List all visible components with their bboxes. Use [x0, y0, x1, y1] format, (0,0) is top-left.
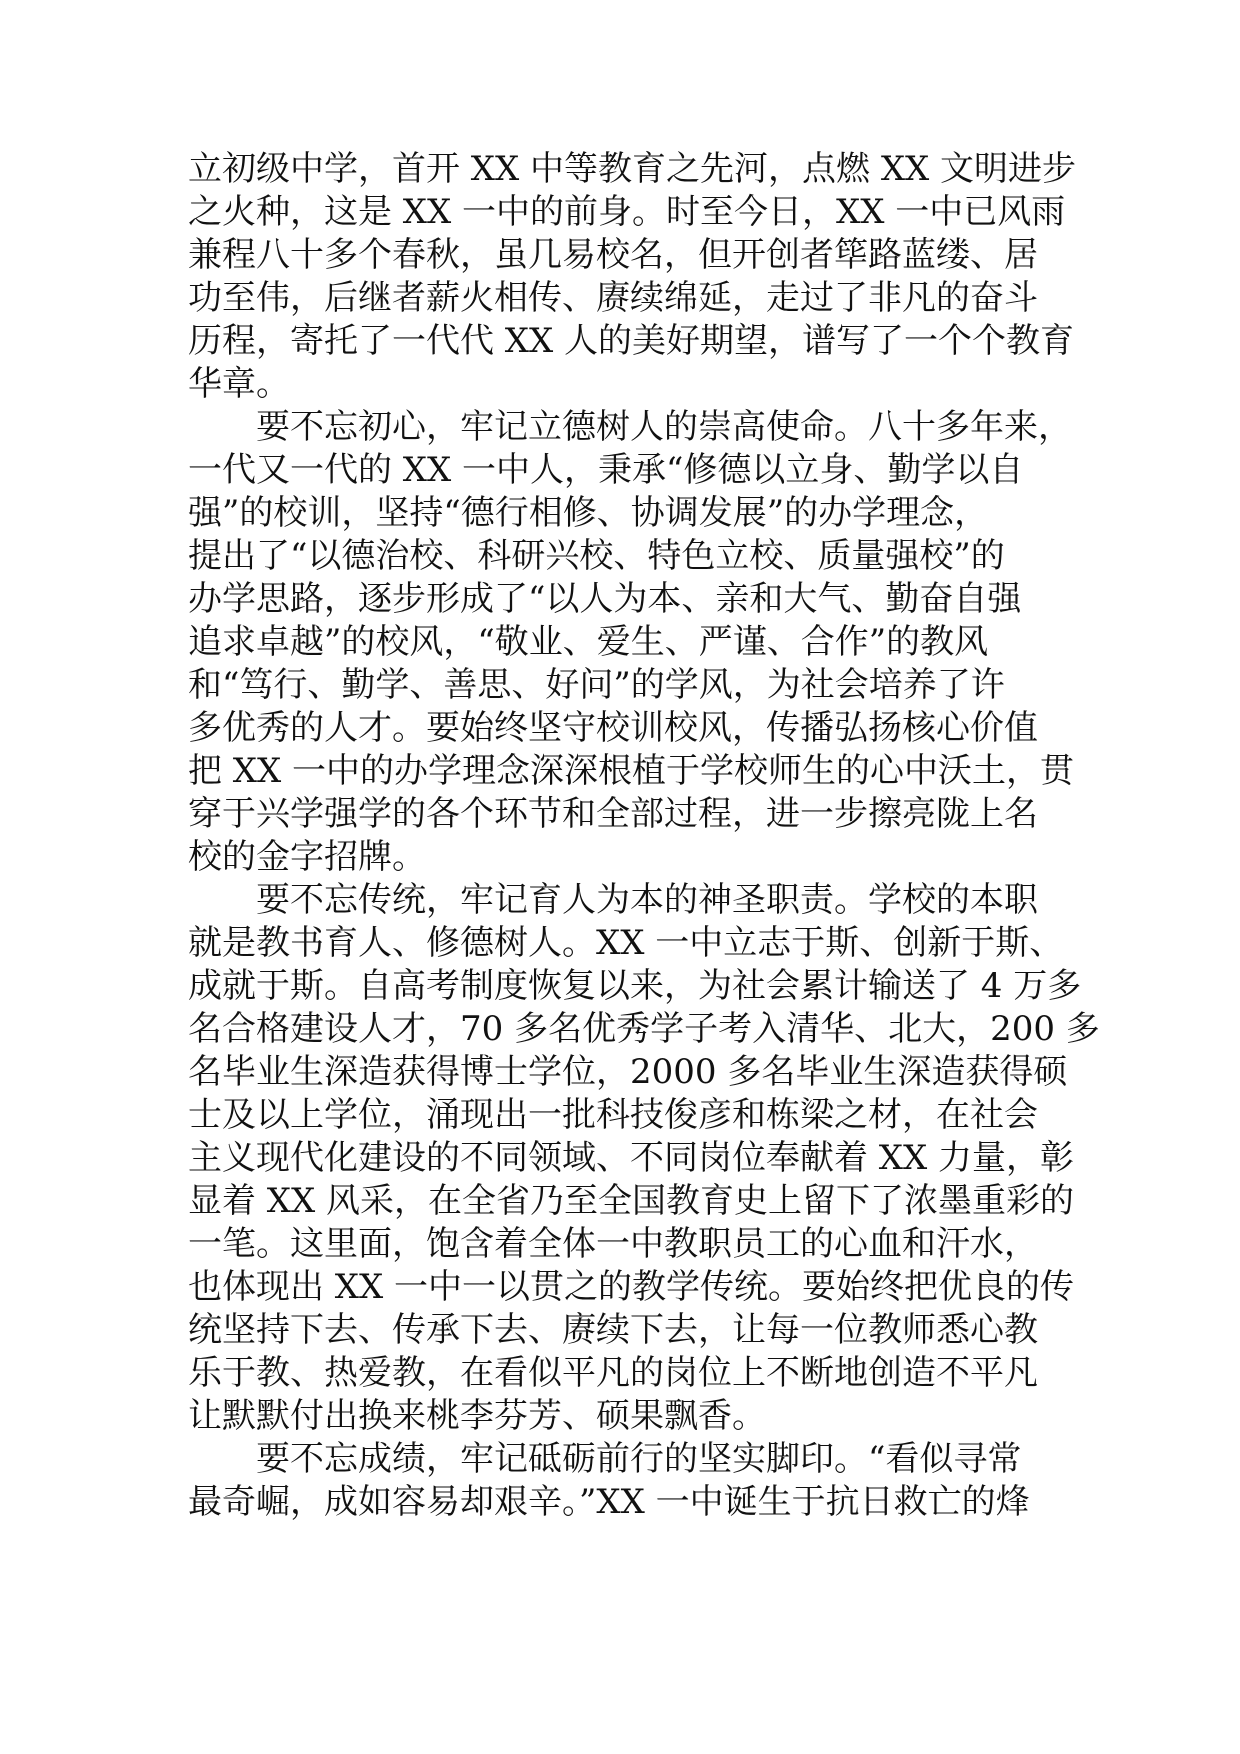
text-line: 追求卓越”的校风，“敬业、爱生、严谨、合作”的教风 — [188, 622, 989, 662]
text-line: 也体现出 XX 一中一以贯之的教学传统。要始终把优良的传 — [188, 1267, 1075, 1307]
text-line: 主义现代化建设的不同领域、不同岗位奉献着 XX 力量，彰 — [188, 1138, 1075, 1178]
text-line: 强”的校训，坚持“德行相修、协调发展”的办学理念， — [188, 493, 989, 533]
text-line: 办学思路，逐步形成了“以人为本、亲和大气、勤奋自强 — [188, 579, 1022, 619]
text-line: 统坚持下去、传承下去、赓续下去，让每一位教师悉心教 — [188, 1310, 1038, 1350]
text-line: 把 XX 一中的办学理念深深根植于学校师生的心中沃土，贯 — [188, 751, 1075, 791]
text-line: 和“笃行、勤学、善思、好问”的学风，为社会培养了许 — [188, 665, 1005, 705]
text-line: 最奇崛，成如容易却艰辛。”XX 一中诞生于抗日救亡的烽 — [188, 1482, 1030, 1522]
text-line: 名毕业生深造获得博士学位，2000 多名毕业生深造获得硕 — [188, 1052, 1068, 1092]
text-line: 让默默付出换来桃李芬芳、硕果飘香。 — [188, 1396, 766, 1436]
text-line: 历程，寄托了一代代 XX 人的美好期望，谱写了一个个教育 — [188, 321, 1075, 361]
text-line: 显着 XX 风采，在全省乃至全国教育史上留下了浓墨重彩的 — [188, 1181, 1075, 1221]
text-line: 穿于兴学强学的各个环节和全部过程，进一步擦亮陇上名 — [188, 794, 1038, 834]
text-line: 多优秀的人才。要始终坚守校训校风，传播弘扬核心价值 — [188, 708, 1038, 748]
text-line: 成就于斯。自高考制度恢复以来，为社会累计输送了 4 万多 — [188, 966, 1082, 1006]
body-text — [188, 148, 1100, 1524]
text-line: 名合格建设人才，70 多名优秀学子考入清华、北大，200 多 — [188, 1009, 1100, 1049]
text-line: 就是教书育人、修德树人。XX 一中立志于斯、创新于斯、 — [188, 923, 1064, 963]
paragraph-first-line: 要不忘成绩，牢记砥砺前行的坚实脚印。“看似寻常 — [256, 1439, 1022, 1479]
paragraph-first-line: 要不忘初心，牢记立德树人的崇高使命。八十多年来， — [256, 407, 1072, 447]
text-line: 士及以上学位，涌现出一批科技俊彦和栋梁之材，在社会 — [188, 1095, 1038, 1135]
text-line: 华章。 — [188, 364, 290, 404]
text-line: 之火种，这是 XX 一中的前身。时至今日，XX 一中已风雨 — [188, 192, 1066, 232]
text-line: 一笔。这里面，饱含着全体一中教职员工的心血和汗水， — [188, 1224, 1038, 1264]
text-line: 立初级中学，首开 XX 中等教育之先河，点燃 XX 文明进步 — [188, 149, 1077, 189]
text-line: 兼程八十多个春秋，虽几易校名，但开创者筚路蓝缕、居 — [188, 235, 1038, 275]
text-line: 提出了“以德治校、科研兴校、特色立校、质量强校”的 — [188, 536, 1005, 576]
text-line: 校的金字招牌。 — [188, 837, 426, 877]
text-line: 一代又一代的 XX 一中人，秉承“修德以立身、勤学以自 — [188, 450, 1024, 490]
paragraph-first-line: 要不忘传统，牢记育人为本的神圣职责。学校的本职 — [256, 880, 1038, 920]
text-line: 功至伟，后继者薪火相传、赓续绵延，走过了非凡的奋斗 — [188, 278, 1038, 318]
text-line: 乐于教、热爱教，在看似平凡的岗位上不断地创造不平凡 — [188, 1353, 1038, 1393]
